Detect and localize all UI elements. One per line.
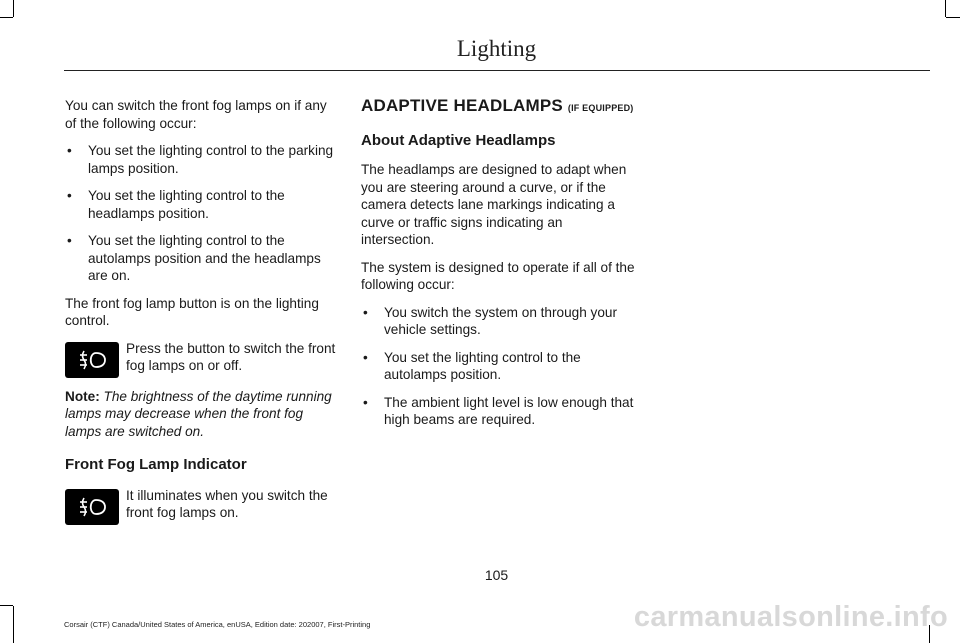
fog-lamp-indicator-heading: Front Fog Lamp Indicator xyxy=(65,456,247,473)
note-text: The brightness of the daytime running lamps may decrease when the front fog lamps are switched on. xyxy=(65,388,332,439)
crop-mark xyxy=(13,0,14,17)
crop-mark xyxy=(0,605,13,606)
list-item: • You set the lighting control to the autolamps position. xyxy=(361,349,637,384)
crop-mark xyxy=(945,0,946,17)
fog-lamp-indicator-row xyxy=(65,487,341,525)
crop-mark xyxy=(946,17,960,18)
button-location-paragraph: The front fog lamp button is on the lighting control. xyxy=(65,295,319,328)
left-column xyxy=(65,97,341,535)
watermark: carmanualsonline.info xyxy=(633,601,948,633)
header-divider xyxy=(64,70,930,71)
list-item: • The ambient light level is low enough that high beams are required. xyxy=(361,394,637,429)
section-title: ADAPTIVE HEADLAMPS xyxy=(361,96,563,115)
list-item: • You set the lighting control to the autolamps position and the headlamps are on. xyxy=(65,232,341,285)
adaptive-headlamps-heading xyxy=(361,97,637,118)
fog-lamp-button-row xyxy=(65,340,341,378)
intro-paragraph: You can switch the front fog lamps on if any of the following occur: xyxy=(65,98,327,131)
adaptive-description-paragraph: The headlamps are designed to adapt when you are steering around a curve, or if the camera detects lane markings indicating a curve or traffic signs indicating an intersection. xyxy=(361,162,627,247)
crop-mark xyxy=(0,17,13,18)
about-adaptive-headlamps-heading: About Adaptive Headlamps xyxy=(361,131,556,149)
note-label: Note: xyxy=(65,388,100,404)
list-item: • You set the lighting control to the parking lamps position. xyxy=(65,142,341,177)
list-item: • You set the lighting control to the headlamps position. xyxy=(65,187,341,222)
page-header-title: Lighting xyxy=(456,36,537,61)
front-fog-lamp-indicator-icon xyxy=(65,489,119,525)
section-qualifier: (IF EQUIPPED) xyxy=(567,103,634,113)
operating-conditions-intro: The system is designed to operate if all of the following occur: xyxy=(361,259,635,292)
note-paragraph xyxy=(65,388,341,441)
front-fog-lamp-icon xyxy=(65,342,119,378)
list-item: • You switch the system on through your vehicle settings. xyxy=(361,304,637,339)
page-number: 105 xyxy=(484,567,509,583)
fog-lamp-button-description: Press the button to switch the front fog lamps on or off. xyxy=(126,340,336,373)
fog-lamp-conditions-list xyxy=(65,142,341,285)
crop-mark xyxy=(13,606,14,643)
fog-lamp-indicator-description: It illuminates when you switch the front fog lamps on. xyxy=(126,487,328,520)
right-column xyxy=(361,97,637,439)
footer-edition-info: Corsair (CTF) Canada/United States of America, enUSA, Edition date: 202007, First-Printing xyxy=(64,620,371,629)
adaptive-conditions-list xyxy=(361,304,637,429)
